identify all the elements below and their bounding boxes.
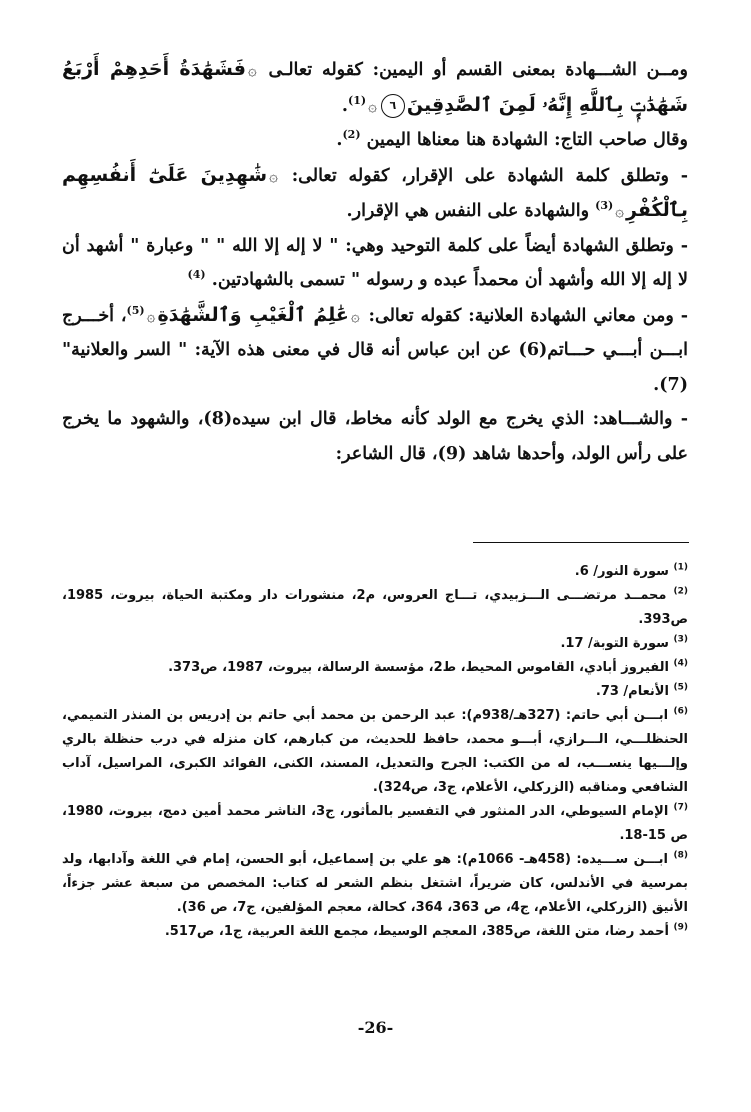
paragraph-oath: ومــن الشـــهادة بمعنى القسم أو اليمين: كقوله تعالـى ۞فَشَهَٰدَةُ أَحَدِهِمْ أَرْبَعُ شَهَٰدَٰتٍۭ بِٱللَّهِ إِنَّهُۥ لَمِنَ ٱلصَّٰدِقِينَ٦۞$^{(1)}$. xyxy=(62,52,688,123)
footnote-separator xyxy=(473,542,689,543)
footnote-number: (7) xyxy=(673,802,688,813)
quran-bracket-open-icon: ۞ xyxy=(350,306,360,325)
quran-bracket-close-icon: ۞ xyxy=(615,202,625,220)
paragraph-shahid: - والشـــاهد: الذي يخرج مع الولد كأنه مخاط، قال ابن سيده(8)، والشهود ما يخرج على رأس الولد، وأحدها شاهد (9)، قال الشاعر: xyxy=(62,409,688,464)
footnote-item: $^{(8)}$ ابـــن ســـيده: (458هـ- 1066م): هو علي بن إسماعيل، أبو الحسن، إمام في اللغة وآدابها، ولد بمرسية في الأندلس، كان ضريراً، اشتغل بنظم الشعر له كتاب: المخصص من سبعة عشر جزءاً، الأنيق (الزركلي، الأعلام، ج4، ص 363، 364، كحالة، معجم المؤلفين، ج7، ص 36). xyxy=(62,850,689,915)
quran-verse: عَٰلِمُ ٱلْغَيْبِ وَٱلشَّهَٰدَةِ xyxy=(157,303,349,326)
paragraph-taj: وقال صاحب التاج: الشهادة هنا معناها اليمين $^{(2)}$. xyxy=(336,128,688,150)
paragraph-alaniya: - ومن معاني الشهادة العلانية: كقوله تعالى: ۞عَٰلِمُ ٱلْغَيْبِ وَٱلشَّهَٰدَةِ۞$^{(5)}$، أخـــرج ابـــن أبـــي حـــاتم(6) عن ابن عباس أنه قال في معنى هذه الآية: " السر والعلانية"(7). xyxy=(62,303,689,395)
footnote-number: (1) xyxy=(673,562,688,573)
footnote-number: (9) xyxy=(673,922,688,933)
quran-bracket-close-icon: ۞ xyxy=(368,96,377,115)
footnote-item: $^{(6)}$ ابـــن أبي حاتم: (327هـ/938م): عبد الرحمن بن محمد أبي حاتم بن إدريس بن المنذر التميمي، الحنظلـــي، الـــرازي، أبـــو محمد، حافظ للحديث، من كبارهم، كان منزله في درب حنظلة بالري وإلـــيها ينســـب، له من الكتب: الجرح والتعديل، المسند، الكنى، الفوائد الكبرى، المراسيل، آداب الشافعي ومناقبه (الزركلي، الأعلام، ج3، ص324). xyxy=(62,706,689,795)
main-text xyxy=(62,52,688,471)
footnote-ref: (4) xyxy=(187,268,206,282)
footnote-item: $^{(7)}$ الإمام السيوطي، الدر المنثور في التفسير بالمأثور، ج3، الناشر محمد أمين دمج، بيروت، 1980، ص 15-18. xyxy=(62,802,688,843)
footnote-number: (5) xyxy=(673,682,688,693)
footnotes xyxy=(62,560,688,944)
footnote-item: $^{(3)}$ سورة التوبة/ 17. xyxy=(560,634,688,651)
ayah-number-badge: ٦ xyxy=(381,94,405,118)
footnote-ref: (5) xyxy=(126,303,145,317)
footnote-number: (4) xyxy=(673,658,688,669)
footnote-item: $^{(5)}$ الأنعام/ 73. xyxy=(595,682,688,699)
footnote-ref: (1) xyxy=(348,93,367,107)
footnote-item: $^{(4)}$ الفيروز أبادي، القاموس المحيط، ط2، مؤسسة الرسالة، بيروت، 1987، ص373. xyxy=(168,658,688,675)
footnote-item: $^{(1)}$ سورة النور/ 6. xyxy=(574,562,688,579)
footnote-number: (3) xyxy=(673,634,688,645)
footnote-number: (2) xyxy=(673,586,689,597)
quran-bracket-open-icon: ۞ xyxy=(269,166,278,185)
footnote-ref: (3) xyxy=(595,199,614,213)
paragraph-iqrar: - وتطلق كلمة الشهادة على الإقرار، كقوله تعالى: ۞شَٰهِدِينَ عَلَىٰٓ أَنفُسِهِم بِٱلْكُفْرِ۞$^{(3)}$ والشهادة على النفس هي الإقرار. xyxy=(62,163,688,221)
footnote-item: $^{(9)}$ أحمد رضا، متن اللغة، ص385، المعجم الوسيط، مجمع اللغة العربية، ج1، ص517. xyxy=(164,922,688,939)
footnote-number: (6) xyxy=(673,706,689,717)
quran-bracket-close-icon: ۞ xyxy=(146,306,156,325)
paragraph-tawhid: - وتطلق الشهادة أيضاً على كلمة التوحيد وهي: " لا إله إلا الله " " وعبارة " أشهد أن لا إله إلا الله وأشهد أن محمداً عبده و رسوله " تسمى بالشهادتين. $^{(4)}$ xyxy=(62,235,688,290)
footnote-number: (8) xyxy=(673,850,689,861)
page-number: -26- xyxy=(357,1018,394,1037)
quran-verse: شَٰهِدِينَ عَلَىٰٓ أَنفُسِهِم بِٱلْكُفْرِ xyxy=(62,163,688,221)
quran-verse: فَشَهَٰدَةُ أَحَدِهِمْ أَرْبَعُ شَهَٰدَٰتٍۭ بِٱللَّهِ إِنَّهُۥ لَمِنَ ٱلصَّٰدِقِينَ xyxy=(62,58,688,116)
footnote-item: $^{(2)}$ محمــد مرتضـــى الـــزبيدي، تـــاج العروس، م2، منشورات دار ومكتبة الحياة، بيروت، 1985، ص393. xyxy=(62,586,689,627)
footnote-ref: (2) xyxy=(342,128,361,142)
quran-bracket-open-icon: ۞ xyxy=(247,61,257,79)
